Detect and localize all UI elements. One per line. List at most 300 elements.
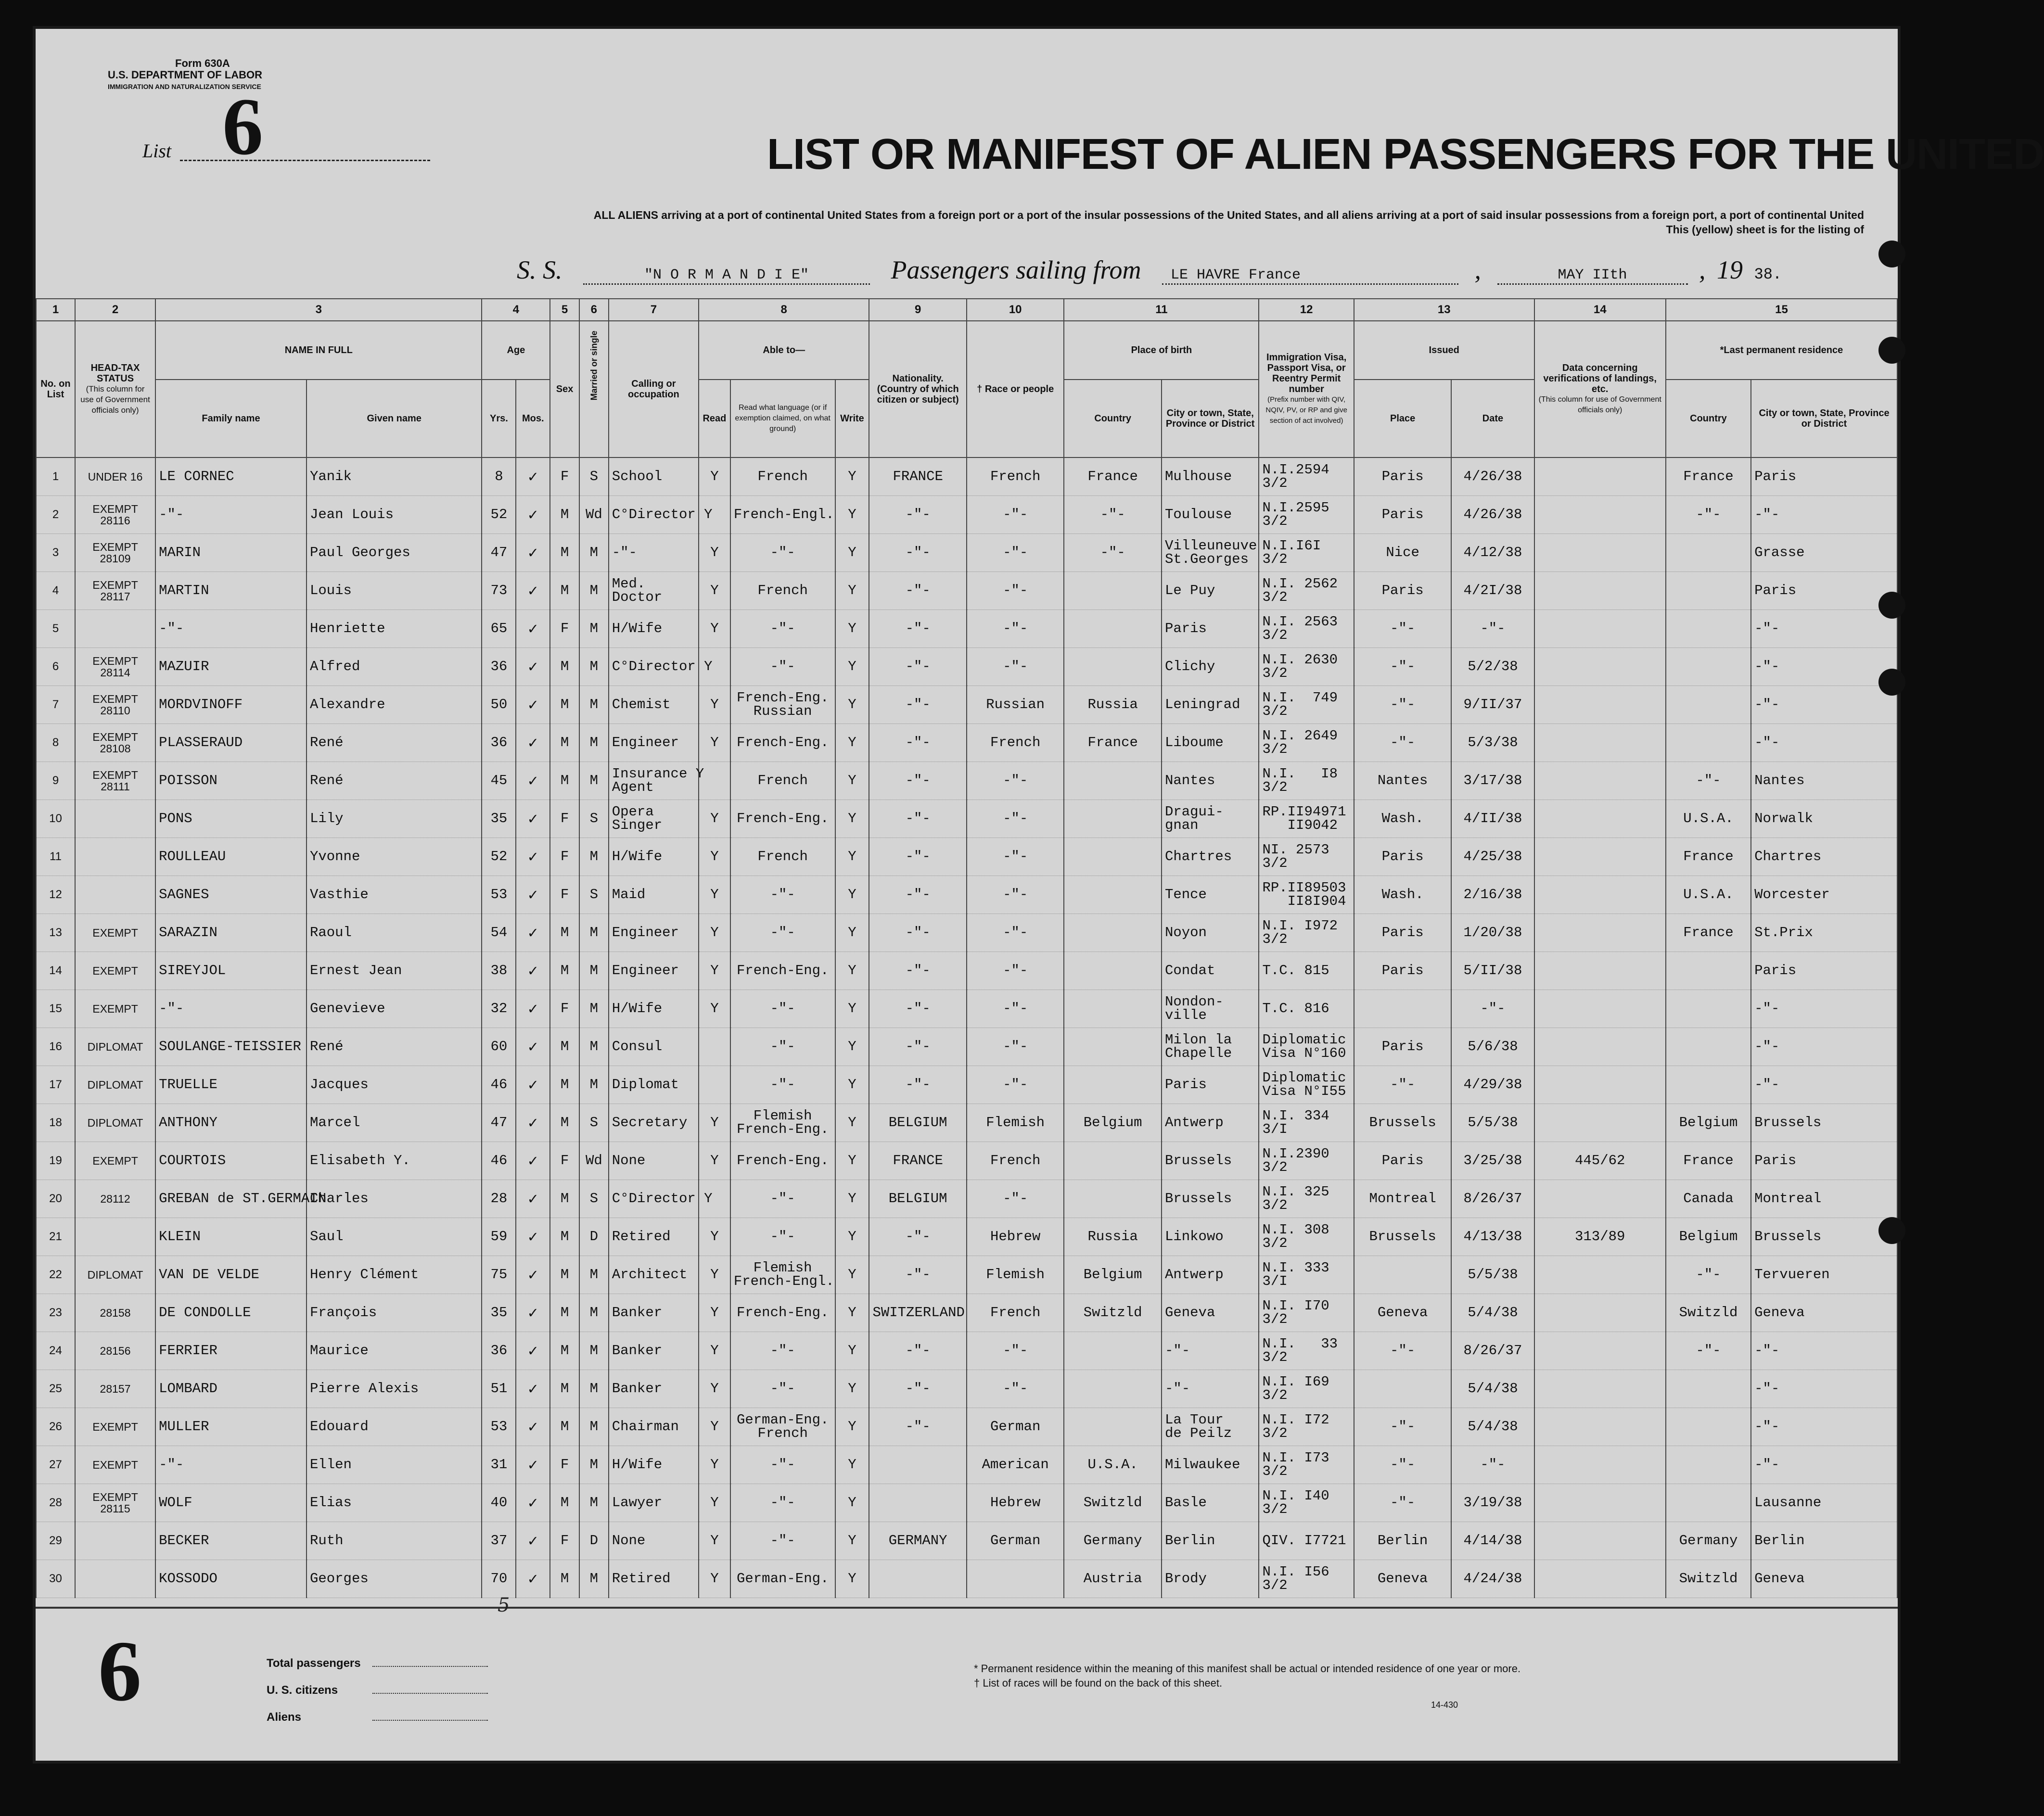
birth-city: Liboume [1162,724,1259,762]
read-language: French-Eng. [730,1294,835,1332]
issued-date: 5/6/38 [1451,1028,1534,1066]
row-number: 9 [36,762,75,800]
table-row [36,1446,1897,1484]
colnum-7: 7 [609,299,699,321]
header-able-to: Able to— [699,321,869,380]
can-write: Y [835,1332,869,1370]
can-write: Y [835,1256,869,1294]
marital-status: S [579,800,609,838]
sex: M [550,1180,579,1218]
row-number: 17 [36,1066,75,1104]
footer-sheet-number: 6 [98,1623,141,1719]
nationality: FRANCE [869,457,967,496]
header-birth-city: City or town, State, Province or District [1162,380,1259,457]
can-read: Y [699,952,730,990]
race: -"- [967,800,1064,838]
race: French [967,1142,1064,1180]
family-name: ANTHONY [155,1104,307,1142]
birth-country [1064,610,1162,648]
head-tax-status: EXEMPT 28110 [75,686,155,724]
issued-date: 5/5/38 [1451,1256,1534,1294]
given-name: René [307,762,482,800]
given-name: Ruth [307,1522,482,1560]
row-number: 19 [36,1142,75,1180]
marital-status: M [579,1294,609,1332]
header-visa-note: (Prefix number with QIV, NQIV, PV, or RP and give section of act involved) [1265,395,1347,425]
marital-status: Wd [579,1142,609,1180]
birth-country: Russia [1064,1218,1162,1256]
birth-city: Clichy [1162,648,1259,686]
marital-status: M [579,990,609,1028]
visa-number: NI. 2573 3/2 [1259,838,1354,876]
verification [1534,952,1666,990]
row-number: 6 [36,648,75,686]
given-name: Paul Georges [307,534,482,572]
sex: M [550,534,579,572]
sex: M [550,1218,579,1256]
head-tax-status: EXEMPT 28111 [75,762,155,800]
age-years: 53 [482,1408,516,1446]
family-name: SAGNES [155,876,307,914]
head-tax-status [75,1560,155,1598]
sex: F [550,610,579,648]
given-name: Lily [307,800,482,838]
table-row [36,686,1897,724]
residence-city: Paris [1751,1142,1897,1180]
table-row [36,1484,1897,1522]
issued-place: Brussels [1354,1218,1452,1256]
visa-number: N.I. I40 3/2 [1259,1484,1354,1522]
read-language: French-Eng. [730,1142,835,1180]
residence-city: Grasse [1751,534,1897,572]
issued-date: 3/19/38 [1451,1484,1534,1522]
header-read: Read [699,380,730,457]
residence-country: France [1666,838,1751,876]
sex: M [550,572,579,610]
visa-number: RP.II94971 II9042 [1259,800,1354,838]
verification [1534,1370,1666,1408]
race: Russian [967,686,1064,724]
residence-country: Germany [1666,1522,1751,1560]
race: -"- [967,648,1064,686]
residence-city: Nantes [1751,762,1897,800]
marital-status: M [579,572,609,610]
occupation: Consul [609,1028,699,1066]
issued-date: 5/4/38 [1451,1408,1534,1446]
family-name: PONS [155,800,307,838]
age-years: 51 [482,1370,516,1408]
can-write: Y [835,876,869,914]
ss-label: S. S. [517,255,562,284]
age-years: 53 [482,876,516,914]
age-years: 8 [482,457,516,496]
can-write: Y [835,1522,869,1560]
birth-city: Brussels [1162,1180,1259,1218]
colnum-2: 2 [75,299,155,321]
read-language: Flemish French-Engl. [730,1256,835,1294]
aliens-label: Aliens [267,1711,302,1724]
birth-country: -"- [1064,496,1162,534]
colnum-1: 1 [36,299,75,321]
total-passengers-line [372,1666,488,1667]
head-tax-status: EXEMPT [75,914,155,952]
birth-country [1064,1180,1162,1218]
header-place-of-birth: Place of birth [1064,321,1259,380]
occupation: Banker [609,1332,699,1370]
age-years: 60 [482,1028,516,1066]
marital-status: M [579,1560,609,1598]
age-months: ✓ [516,914,550,952]
visa-number: Diplomatic Visa N°I55 [1259,1066,1354,1104]
family-name: MARTIN [155,572,307,610]
colnum-15: 15 [1666,299,1897,321]
given-name: Saul [307,1218,482,1256]
header-race: † Race or people [967,321,1064,457]
nationality: -"- [869,1218,967,1256]
row-number: 1 [36,457,75,496]
nationality: -"- [869,1066,967,1104]
race: -"- [967,496,1064,534]
occupation: H/Wife [609,1446,699,1484]
issued-place: Paris [1354,457,1452,496]
row-number: 10 [36,800,75,838]
can-write: Y [835,762,869,800]
residence-city: -"- [1751,686,1897,724]
given-name: Ernest Jean [307,952,482,990]
visa-number: N.I. 308 3/2 [1259,1218,1354,1256]
verification: 445/62 [1534,1142,1666,1180]
family-name: LE CORNEC [155,457,307,496]
race: French [967,1294,1064,1332]
read-language: German-Eng. French [730,1408,835,1446]
race [967,1560,1064,1598]
header-married-text: Married or single [589,330,599,401]
family-name: MARIN [155,534,307,572]
verification [1534,1180,1666,1218]
issued-date: 4/26/38 [1451,457,1534,496]
comma-separator: , [1474,255,1482,284]
column-number-row [36,299,1897,321]
age-months: ✓ [516,1294,550,1332]
read-language: French-Eng. Russian [730,686,835,724]
occupation: Architect [609,1256,699,1294]
birth-country [1064,762,1162,800]
aliens-row [267,1711,488,1724]
issued-place: Geneva [1354,1560,1452,1598]
race: French [967,724,1064,762]
verification [1534,1408,1666,1446]
birth-country: Belgium [1064,1256,1162,1294]
race: Hebrew [967,1218,1064,1256]
read-language: German-Eng. [730,1560,835,1598]
age-months: ✓ [516,724,550,762]
row-number: 12 [36,876,75,914]
header-visa [1259,321,1354,457]
residence-country [1666,1370,1751,1408]
visa-number: N.I. 33 3/2 [1259,1332,1354,1370]
residence-country: Switzld [1666,1560,1751,1598]
table-row [36,496,1897,534]
race: -"- [967,1180,1064,1218]
footnote-races: † List of races will be found on the back of this sheet. [974,1677,1223,1689]
marital-status: M [579,1256,609,1294]
race: -"- [967,534,1064,572]
can-write: Y [835,1142,869,1180]
family-name: SARAZIN [155,914,307,952]
visa-number: N.I. 2563 3/2 [1259,610,1354,648]
birth-country [1064,1028,1162,1066]
residence-country [1666,648,1751,686]
visa-number: N.I. 2562 3/2 [1259,572,1354,610]
read-language: French-Eng. [730,724,835,762]
age-years: 52 [482,838,516,876]
header-family-name: Family name [155,380,307,457]
table-row [36,800,1897,838]
can-write: Y [835,1408,869,1446]
binder-hole-1 [1878,241,1905,267]
given-name: Genevieve [307,990,482,1028]
race: German [967,1522,1064,1560]
age-years: 31 [482,1446,516,1484]
given-name: Maurice [307,1332,482,1370]
residence-city: Norwalk [1751,800,1897,838]
table-row [36,1142,1897,1180]
passenger-rows [36,457,1897,1598]
issued-place: Nice [1354,534,1452,572]
verification [1534,724,1666,762]
header-verification-title: Data concerning verifications of landings, etc. [1543,363,1657,394]
visa-number: N.I. I73 3/2 [1259,1446,1354,1484]
nationality: -"- [869,1408,967,1446]
read-language: French [730,572,835,610]
head-tax-status [75,610,155,648]
can-read: Y [699,1256,730,1294]
age-months: ✓ [516,876,550,914]
age-years: 54 [482,914,516,952]
binder-hole-4 [1878,669,1905,696]
residence-country [1666,1028,1751,1066]
visa-number: Diplomatic Visa N°160 [1259,1028,1354,1066]
family-name: MAZUIR [155,648,307,686]
birth-city: Brody [1162,1560,1259,1598]
visa-number: N.I. I69 3/2 [1259,1370,1354,1408]
can-write: Y [835,838,869,876]
comma-separator-2: , [1699,255,1706,284]
residence-country: -"- [1666,1256,1751,1294]
visa-number: N.I. I72 3/2 [1259,1408,1354,1446]
footnote-residence: * Permanent residence within the meaning of this manifest shall be actual or intended residence of one year or more. [974,1663,1521,1675]
head-tax-status: DIPLOMAT [75,1256,155,1294]
age-months: ✓ [516,1484,550,1522]
ship-name: "N O R M A N D I E" [583,267,870,285]
read-language: -"- [730,1370,835,1408]
head-tax-status: EXEMPT [75,990,155,1028]
read-language: French-Eng. [730,800,835,838]
age-years: 35 [482,1294,516,1332]
occupation: C°Director Y [609,496,699,534]
age-months: ✓ [516,534,550,572]
visa-number: N.I. 749 3/2 [1259,686,1354,724]
header-birth-country: Country [1064,380,1162,457]
nationality: -"- [869,990,967,1028]
verification [1534,1104,1666,1142]
age-months: ✓ [516,1142,550,1180]
visa-number: T.C. 815 [1259,952,1354,990]
verification [1534,534,1666,572]
sex: M [550,686,579,724]
table-row [36,1028,1897,1066]
marital-status: M [579,1028,609,1066]
family-name: -"- [155,990,307,1028]
verification [1534,914,1666,952]
issued-place: -"- [1354,724,1452,762]
nationality: -"- [869,1256,967,1294]
birth-city: Chartres [1162,838,1259,876]
verification [1534,800,1666,838]
age-years: 75 [482,1256,516,1294]
header-head-tax [75,321,155,457]
birth-country: France [1064,457,1162,496]
table-row [36,457,1897,496]
marital-status: D [579,1522,609,1560]
colnum-14: 14 [1534,299,1666,321]
verification [1534,1522,1666,1560]
residence-city: -"- [1751,1028,1897,1066]
issued-date: 5/4/38 [1451,1294,1534,1332]
service-label: IMMIGRATION AND NATURALIZATION SERVICE [108,83,261,90]
head-tax-status [75,800,155,838]
row-number: 5 [36,610,75,648]
sex: M [550,762,579,800]
birth-country [1064,1142,1162,1180]
nationality: GERMANY [869,1522,967,1560]
birth-city: Tence [1162,876,1259,914]
sex: M [550,1560,579,1598]
visa-number: N.I. 2630 3/2 [1259,648,1354,686]
given-name: Henry Clément [307,1256,482,1294]
marital-status: S [579,876,609,914]
table-row [36,724,1897,762]
can-write: Y [835,648,869,686]
sex: F [550,800,579,838]
us-citizens-line [372,1693,488,1694]
residence-city: St.Prix [1751,914,1897,952]
occupation: H/Wife [609,990,699,1028]
age-years: 73 [482,572,516,610]
head-tax-status: UNDER 16 [75,457,155,496]
residence-country [1666,952,1751,990]
occupation: Chemist [609,686,699,724]
birth-city: La Tour de Peilz [1162,1408,1259,1446]
given-name: Marcel [307,1104,482,1142]
family-name: LOMBARD [155,1370,307,1408]
issued-date: 4/29/38 [1451,1066,1534,1104]
family-name: POISSON [155,762,307,800]
family-name: DE CONDOLLE [155,1294,307,1332]
table-row [36,914,1897,952]
row-number: 4 [36,572,75,610]
residence-country: France [1666,914,1751,952]
given-name: Pierre Alexis [307,1370,482,1408]
marital-status: S [579,1104,609,1142]
header-calling: Calling or occupation [609,321,699,457]
issued-date: 5/3/38 [1451,724,1534,762]
issued-place: Paris [1354,1142,1452,1180]
visa-number: T.C. 816 [1259,990,1354,1028]
colnum-3: 3 [155,299,482,321]
marital-status: S [579,457,609,496]
issued-place: Paris [1354,496,1452,534]
row-number: 3 [36,534,75,572]
age-years: 50 [482,686,516,724]
can-read: Y [699,610,730,648]
issued-place: Wash. [1354,876,1452,914]
given-name: Georges [307,1560,482,1598]
occupation: Med. Doctor [609,572,699,610]
sex: F [550,1446,579,1484]
footer-totals [267,1657,488,1724]
head-tax-status [75,876,155,914]
header-issued: Issued [1354,321,1534,380]
residence-city: Paris [1751,952,1897,990]
age-months: ✓ [516,686,550,724]
list-number: 6 [222,81,263,172]
nationality: BELGIUM [869,1180,967,1218]
residence-city: -"- [1751,1446,1897,1484]
residence-country: Belgium [1666,1104,1751,1142]
age-months: ✓ [516,1446,550,1484]
residence-country [1666,534,1751,572]
issued-date: 4/12/38 [1451,534,1534,572]
issued-place: Paris [1354,914,1452,952]
occupation: Banker [609,1294,699,1332]
issued-date: -"- [1451,990,1534,1028]
nationality: SWITZERLAND [869,1294,967,1332]
family-name: -"- [155,610,307,648]
age-years: 36 [482,648,516,686]
birth-country: Switzld [1064,1484,1162,1522]
sex: F [550,876,579,914]
residence-city: Paris [1751,572,1897,610]
sex: M [550,914,579,952]
can-read: Y [699,1370,730,1408]
occupation: C°Director Y [609,648,699,686]
head-tax-status: EXEMPT [75,952,155,990]
given-name: Edouard [307,1408,482,1446]
row-number: 24 [36,1332,75,1370]
marital-status: D [579,1218,609,1256]
birth-country: Germany [1064,1522,1162,1560]
total-passengers-row [267,1657,488,1670]
header-yrs: Yrs. [482,380,516,457]
nationality: -"- [869,800,967,838]
residence-country [1666,686,1751,724]
verification [1534,1560,1666,1598]
verification: 313/89 [1534,1218,1666,1256]
marital-status: M [579,838,609,876]
birth-city: Paris [1162,610,1259,648]
family-name: PLASSERAUD [155,724,307,762]
race: Flemish [967,1104,1064,1142]
can-write: Y [835,610,869,648]
verification [1534,648,1666,686]
read-language: French-Eng. [730,952,835,990]
issued-place [1354,990,1452,1028]
table-row [36,952,1897,990]
birth-country [1064,1066,1162,1104]
age-months: ✓ [516,1066,550,1104]
marital-status: M [579,1370,609,1408]
